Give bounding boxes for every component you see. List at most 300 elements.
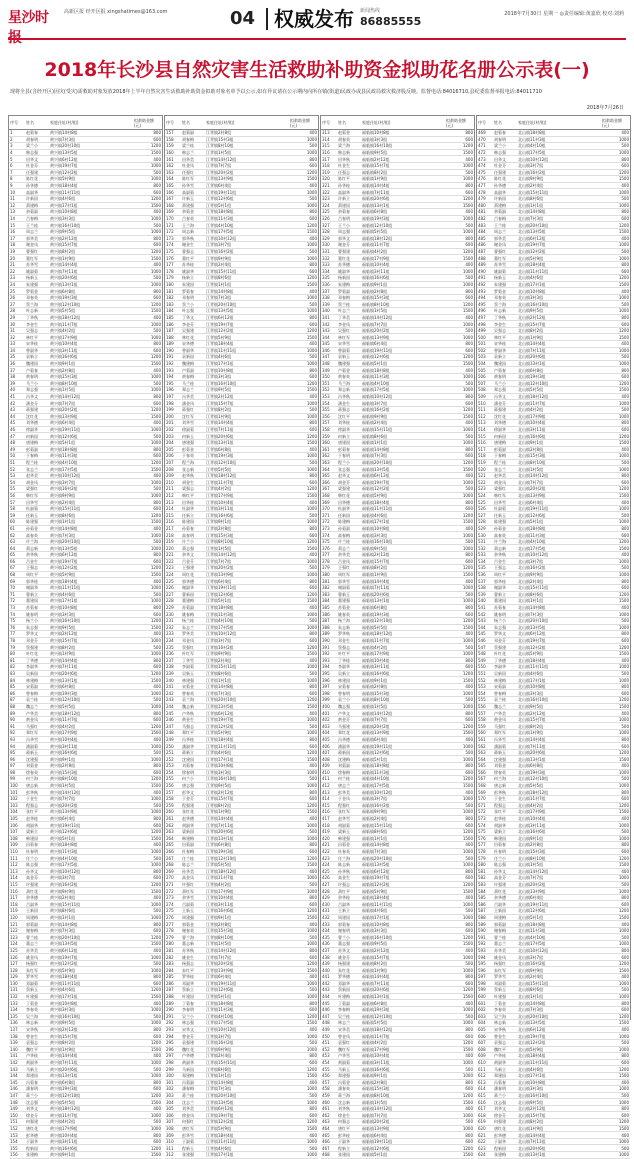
recipient-name: 田华德 — [337, 499, 361, 506]
aid-amount: 800 — [133, 710, 162, 717]
recipient-address: 北山镇10村8组 — [517, 1079, 601, 1086]
aid-amount: 1000 — [445, 584, 474, 591]
aid-amount: 800 — [133, 552, 162, 559]
recipient-name: 韩红军 — [25, 492, 49, 499]
recipient-name: 蒋强建 — [493, 406, 517, 413]
aid-amount: 1200 — [289, 960, 318, 967]
recipient-address: 福临镇10村4组 — [361, 1053, 445, 1060]
aid-amount: 600 — [289, 901, 318, 908]
table-row — [9, 1046, 162, 1053]
table-row — [9, 545, 162, 552]
table-row — [477, 314, 630, 321]
recipient-address: 北山镇9村5组 — [517, 1099, 601, 1106]
table-row — [9, 1079, 162, 1086]
row-number: 177 — [165, 261, 181, 268]
row-number: 162 — [165, 162, 181, 169]
row-number: 29 — [9, 314, 25, 321]
row-number: 36 — [9, 360, 25, 367]
table-row — [165, 479, 318, 486]
recipient-name: 萧建国 — [337, 202, 361, 209]
table-row — [477, 914, 630, 921]
recipient-address: 江背镇10村4组 — [205, 894, 289, 901]
row-number: 575 — [477, 828, 493, 835]
table-row — [165, 499, 318, 506]
recipient-name: 马兰小 — [25, 380, 49, 387]
recipient-address: 黄兴镇20村6组 — [49, 1066, 133, 1073]
table-row — [477, 1086, 630, 1093]
table-row — [165, 387, 318, 394]
row-number: 152 — [9, 1125, 25, 1132]
recipient-name: 唐志新 — [493, 782, 517, 789]
table-row — [321, 558, 474, 565]
newspaper-logo: 星沙时报 — [8, 10, 49, 46]
row-number: 221 — [165, 552, 181, 559]
row-number: 343 — [321, 327, 337, 334]
recipient-name: 郭华美 — [493, 235, 517, 242]
row-number: 416 — [321, 809, 337, 816]
recipient-name: 余华秋 — [25, 552, 49, 559]
recipient-address: 福临镇15村11组 — [361, 426, 445, 433]
recipient-name: 姚金凤 — [25, 954, 49, 961]
table-row — [165, 406, 318, 413]
table-row — [165, 420, 318, 427]
recipient-name: 林建梅 — [25, 677, 49, 684]
aid-amount: 600 — [445, 136, 474, 143]
recipient-address: 黄兴镇20村10组 — [49, 934, 133, 941]
row-number: 263 — [165, 828, 181, 835]
aid-amount: 800 — [133, 1079, 162, 1086]
recipient-address: 江背镇18村4组 — [205, 1132, 289, 1139]
aid-amount: 500 — [289, 406, 318, 413]
aid-amount: 1500 — [445, 571, 474, 578]
table-row — [321, 716, 474, 723]
aid-amount: 1200 — [445, 143, 474, 150]
row-number: 565 — [477, 763, 493, 770]
row-number: 199 — [165, 406, 181, 413]
table-row — [321, 532, 474, 539]
table-column-3 — [320, 115, 475, 1158]
recipient-name: 彭华美 — [337, 789, 361, 796]
aid-amount: 400 — [445, 631, 474, 638]
recipient-address: 江背镇15村11组 — [205, 664, 289, 671]
table-row — [165, 1132, 318, 1139]
aid-amount: 1200 — [601, 169, 630, 176]
row-number: 328 — [321, 228, 337, 235]
recipient-name: 曹新国 — [181, 591, 205, 598]
recipient-address: 江背镇20村2组 — [205, 565, 289, 572]
aid-amount: 1000 — [289, 782, 318, 789]
row-number: 43 — [9, 406, 25, 413]
recipient-address: 福临镇13村9组 — [361, 730, 445, 737]
table-row — [321, 914, 474, 921]
aid-amount: 1000 — [289, 571, 318, 578]
aid-amount: 1000 — [601, 1033, 630, 1040]
aid-amount: 800 — [133, 815, 162, 822]
recipient-address: 江背镇2村4组 — [205, 261, 289, 268]
recipient-address: 北山镇6村4组 — [517, 499, 601, 506]
row-number: 137 — [9, 1026, 25, 1033]
recipient-address: 黄兴镇11村3组 — [49, 848, 133, 855]
recipient-address: 北山镇20村2组 — [517, 486, 601, 493]
table-row — [321, 617, 474, 624]
row-number: 590 — [477, 927, 493, 934]
row-number: 407 — [321, 749, 337, 756]
table-row — [321, 308, 474, 315]
table-row — [321, 367, 474, 374]
recipient-address: 北山镇13村5组 — [517, 624, 601, 631]
recipient-name: 韩红花 — [337, 492, 361, 499]
row-number: 293 — [165, 1026, 181, 1033]
table-row — [9, 446, 162, 453]
aid-amount: 600 — [133, 1033, 162, 1040]
recipient-address: 黄兴镇1村1组 — [49, 519, 133, 526]
table-row — [9, 202, 162, 209]
recipient-name: 郑志强 — [493, 387, 517, 394]
row-number: 174 — [165, 242, 181, 249]
row-number: 583 — [477, 881, 493, 888]
table-row — [9, 974, 162, 981]
recipient-name: 田菊淑 — [181, 842, 205, 849]
aid-amount: 1500 — [601, 492, 630, 499]
aid-amount: 1000 — [133, 650, 162, 657]
aid-amount: 1000 — [445, 756, 474, 763]
table-row — [165, 354, 318, 361]
recipient-address: 福临镇20村2组 — [361, 327, 445, 334]
table-row — [9, 960, 162, 967]
row-number: 496 — [477, 308, 493, 315]
recipient-name: 魏志兰 — [25, 703, 49, 710]
table-row — [477, 1046, 630, 1053]
table-row — [9, 855, 162, 862]
recipient-name: 魏红平 — [25, 1046, 49, 1053]
recipient-address: 黄兴镇12村6组 — [49, 828, 133, 835]
recipient-name: 董建强 — [337, 598, 361, 605]
recipient-address: 黄兴镇19村3组 — [49, 1086, 133, 1093]
table-row — [321, 1000, 474, 1007]
recipient-address: 黄兴镇6村8组 — [49, 1079, 133, 1086]
aid-amount: 1200 — [289, 1119, 318, 1126]
recipient-name: 邓淑菊 — [493, 980, 517, 987]
aid-amount: 600 — [445, 875, 474, 882]
column-header-no: 序号 — [477, 116, 493, 130]
table-row — [321, 459, 474, 466]
recipient-name: 朱建国 — [181, 281, 205, 288]
recipient-name: 叶建梅 — [337, 993, 361, 1000]
table-row — [165, 393, 318, 400]
table-row — [321, 848, 474, 855]
aid-amount: 1500 — [133, 519, 162, 526]
aid-amount: 1500 — [445, 360, 474, 367]
aid-amount: 1000 — [289, 611, 318, 618]
recipient-name: 叶志兰 — [337, 308, 361, 315]
aid-amount: 1000 — [445, 268, 474, 275]
recipient-name: 丁华秋 — [493, 314, 517, 321]
row-number: 105 — [9, 815, 25, 822]
aid-amount: 1000 — [133, 215, 162, 222]
table-row — [321, 162, 474, 169]
recipient-address: 福临镇5村1组 — [361, 360, 445, 367]
recipient-name: 周志强 — [337, 228, 361, 235]
aid-amount: 500 — [133, 538, 162, 545]
aid-amount: 1000 — [601, 558, 630, 565]
recipient-address: 江背镇14村8组 — [205, 288, 289, 295]
recipient-address: 黄兴镇8村2组 — [49, 248, 133, 255]
recipient-address: 福临镇15村7组 — [361, 954, 445, 961]
recipient-name: 魏红花 — [181, 1046, 205, 1053]
recipient-name: 杜春明 — [493, 848, 517, 855]
row-number: 429 — [321, 894, 337, 901]
recipient-name: 李淑华 — [25, 664, 49, 671]
table-row — [477, 631, 630, 638]
row-number: 584 — [477, 888, 493, 895]
table-header-row — [9, 116, 162, 130]
aid-amount: 600 — [289, 584, 318, 591]
recipient-name: 程强志 — [493, 802, 517, 809]
row-number: 167 — [165, 195, 181, 202]
recipient-address: 北山镇11村7组 — [517, 795, 601, 802]
aid-amount: 500 — [601, 1039, 630, 1046]
recipient-address: 黄兴镇20村10组 — [49, 143, 133, 150]
table-row — [165, 281, 318, 288]
recipient-name: 冯华文 — [25, 393, 49, 400]
recipient-address: 黄兴镇1村9组 — [49, 255, 133, 262]
aid-amount: 1000 — [445, 809, 474, 816]
table-row — [477, 782, 630, 789]
recipient-name: 陈志强 — [25, 861, 49, 868]
aid-amount: 800 — [445, 1132, 474, 1139]
row-number: 179 — [165, 275, 181, 282]
row-number: 474 — [477, 162, 493, 169]
aid-amount: 1500 — [133, 835, 162, 842]
recipient-name: 郑建强 — [337, 1072, 361, 1079]
row-number: 175 — [165, 248, 181, 255]
recipient-name: 董建国 — [493, 598, 517, 605]
aid-amount: 800 — [133, 1026, 162, 1033]
recipient-name: 魏建强 — [337, 360, 361, 367]
recipient-address: 北山镇14村12组 — [517, 472, 601, 479]
table-row — [9, 631, 162, 638]
aid-amount: 1500 — [289, 703, 318, 710]
row-number: 404 — [321, 730, 337, 737]
aid-amount: 500 — [133, 433, 162, 440]
recipient-name: 谢春英 — [181, 927, 205, 934]
table-row — [165, 314, 318, 321]
table-row — [477, 248, 630, 255]
row-number: 299 — [165, 1066, 181, 1073]
table-row — [477, 736, 630, 743]
recipient-name: 曾淑菊 — [337, 347, 361, 354]
table-row — [9, 664, 162, 671]
recipient-name: 赵华美 — [25, 472, 49, 479]
table-row — [477, 268, 630, 275]
aid-amount: 1000 — [289, 716, 318, 723]
recipient-address: 北山镇13村1组 — [517, 360, 601, 367]
aid-amount: 400 — [601, 815, 630, 822]
aid-amount: 400 — [289, 763, 318, 770]
recipient-name: 卢华桂 — [25, 1053, 49, 1060]
aid-amount: 1000 — [601, 413, 630, 420]
table-row — [9, 828, 162, 835]
recipient-address: 黄兴镇3村11组 — [49, 1138, 133, 1145]
aid-amount: 1000 — [133, 1125, 162, 1132]
recipient-address: 福临镇17村9组 — [361, 650, 445, 657]
row-number: 15 — [9, 222, 25, 229]
table-row — [9, 426, 162, 433]
aid-amount: 800 — [133, 1132, 162, 1139]
recipient-address: 江背镇7村7组 — [205, 954, 289, 961]
recipient-name: 唐红花 — [493, 1125, 517, 1132]
recipient-name: 许兰海 — [493, 538, 517, 545]
aid-amount: 1500 — [289, 914, 318, 921]
aid-amount: 500 — [133, 169, 162, 176]
recipient-address: 江背镇17村5组 — [205, 1020, 289, 1027]
recipient-name: 田菊春 — [25, 842, 49, 849]
table-row — [9, 934, 162, 941]
aid-amount: 1000 — [133, 598, 162, 605]
recipient-address: 江背镇5村9组 — [205, 334, 289, 341]
recipient-name: 吕金芬 — [181, 558, 205, 565]
table-row — [165, 248, 318, 255]
recipient-address: 江背镇4村10组 — [205, 222, 289, 229]
aid-amount: 400 — [289, 815, 318, 822]
aid-amount: 1500 — [133, 782, 162, 789]
recipient-address: 北山镇6村8组 — [517, 763, 601, 770]
recipient-address: 江背镇5村9组 — [205, 730, 289, 737]
aid-amount: 600 — [289, 479, 318, 486]
table-row — [9, 822, 162, 829]
recipient-address: 北山镇20村6组 — [517, 1145, 601, 1152]
recipient-address: 黄兴镇7村11组 — [49, 268, 133, 275]
aid-amount: 400 — [445, 578, 474, 585]
row-number: 127 — [9, 960, 25, 967]
aid-amount: 400 — [601, 710, 630, 717]
aid-amount: 1000 — [133, 532, 162, 539]
recipient-name: 魏志新 — [181, 703, 205, 710]
recipient-name: 徐春英 — [493, 769, 517, 776]
recipient-address: 黄兴镇4村10组 — [49, 855, 133, 862]
row-number: 464 — [321, 1125, 337, 1132]
table-row — [477, 644, 630, 651]
table-row — [165, 1026, 318, 1033]
row-number: 225 — [165, 578, 181, 585]
table-row — [321, 130, 474, 137]
table-row — [165, 769, 318, 776]
recipient-address: 福临镇6村12组 — [361, 472, 445, 479]
row-number: 409 — [321, 763, 337, 770]
aid-amount: 1000 — [445, 914, 474, 921]
table-row — [165, 413, 318, 420]
row-number: 552 — [477, 677, 493, 684]
row-number: 93 — [9, 736, 25, 743]
row-number: 400 — [321, 703, 337, 710]
row-number: 607 — [477, 1039, 493, 1046]
aid-amount: 400 — [133, 1053, 162, 1060]
row-number: 83 — [9, 670, 25, 677]
recipient-address: 黄兴镇11村7组 — [49, 321, 133, 328]
table-row — [165, 130, 318, 137]
table-row — [165, 433, 318, 440]
recipient-name: 杜金生 — [337, 162, 361, 169]
row-number: 133 — [9, 1000, 25, 1007]
table-row — [9, 532, 162, 539]
aid-amount: 1000 — [289, 413, 318, 420]
recipient-address: 北山镇11村3组 — [517, 927, 601, 934]
aid-amount: 500 — [445, 327, 474, 334]
aid-amount: 400 — [601, 130, 630, 137]
row-number: 100 — [9, 782, 25, 789]
recipient-address: 福临镇7村11组 — [361, 980, 445, 987]
row-number: 288 — [165, 993, 181, 1000]
row-number: 610 — [477, 1059, 493, 1066]
row-number: 612 — [477, 1072, 493, 1079]
table-row — [477, 1132, 630, 1139]
aid-amount: 1000 — [289, 1099, 318, 1106]
recipient-address: 黄兴镇8村6组 — [49, 512, 133, 519]
recipient-address: 江背镇3村7组 — [205, 242, 289, 249]
row-number: 211 — [165, 486, 181, 493]
recipient-name: 卢华德 — [181, 1053, 205, 1060]
row-number: 44 — [9, 413, 25, 420]
recipient-name: 梁兰小 — [25, 143, 49, 150]
row-number: 165 — [165, 182, 181, 189]
aid-amount: 1000 — [133, 479, 162, 486]
recipient-address: 北山镇16村6组 — [517, 433, 601, 440]
recipient-address: 江背镇20村10组 — [205, 301, 289, 308]
table-row — [321, 248, 474, 255]
table-row — [321, 941, 474, 948]
recipient-name: 朱志兰 — [181, 624, 205, 631]
row-number: 510 — [477, 400, 493, 407]
recipient-name: 唐红平 — [337, 1125, 361, 1132]
table-row — [9, 703, 162, 710]
table-row — [9, 538, 162, 545]
table-row — [165, 552, 318, 559]
recipient-address: 福临镇17村9组 — [361, 1046, 445, 1053]
recipient-name: 徐淑菊 — [181, 426, 205, 433]
row-number: 457 — [321, 1079, 337, 1086]
aid-amount: 1200 — [133, 195, 162, 202]
recipient-address: 福临镇19村7组 — [361, 875, 445, 882]
table-row — [165, 954, 318, 961]
row-number: 344 — [321, 334, 337, 341]
row-number: 391 — [321, 644, 337, 651]
recipient-address: 江背镇5村1组 — [205, 993, 289, 1000]
aid-amount: 500 — [601, 459, 630, 466]
table-row — [165, 209, 318, 216]
recipient-name: 高淑菊 — [181, 189, 205, 196]
aid-amount: 1200 — [601, 1119, 630, 1126]
aid-amount: 1500 — [289, 334, 318, 341]
table-row — [165, 901, 318, 908]
table-row — [477, 604, 630, 611]
row-number: 113 — [9, 868, 25, 875]
recipient-address: 福临镇11村3组 — [361, 373, 445, 380]
table-row — [9, 492, 162, 499]
table-row — [321, 209, 474, 216]
table-row — [165, 565, 318, 572]
row-number: 234 — [165, 637, 181, 644]
recipient-address: 福临镇14村12组 — [361, 710, 445, 717]
table-row — [165, 776, 318, 783]
recipient-name: 卢华桂 — [493, 1053, 517, 1060]
recipient-name: 曾春梅 — [493, 690, 517, 697]
table-row — [321, 624, 474, 631]
recipient-address: 江背镇20村2组 — [205, 960, 289, 967]
recipient-address: 江背镇18村12组 — [205, 868, 289, 875]
recipient-name: 赵华文 — [337, 472, 361, 479]
recipient-name: 卢菊淑 — [181, 367, 205, 374]
aid-amount: 600 — [445, 1086, 474, 1093]
